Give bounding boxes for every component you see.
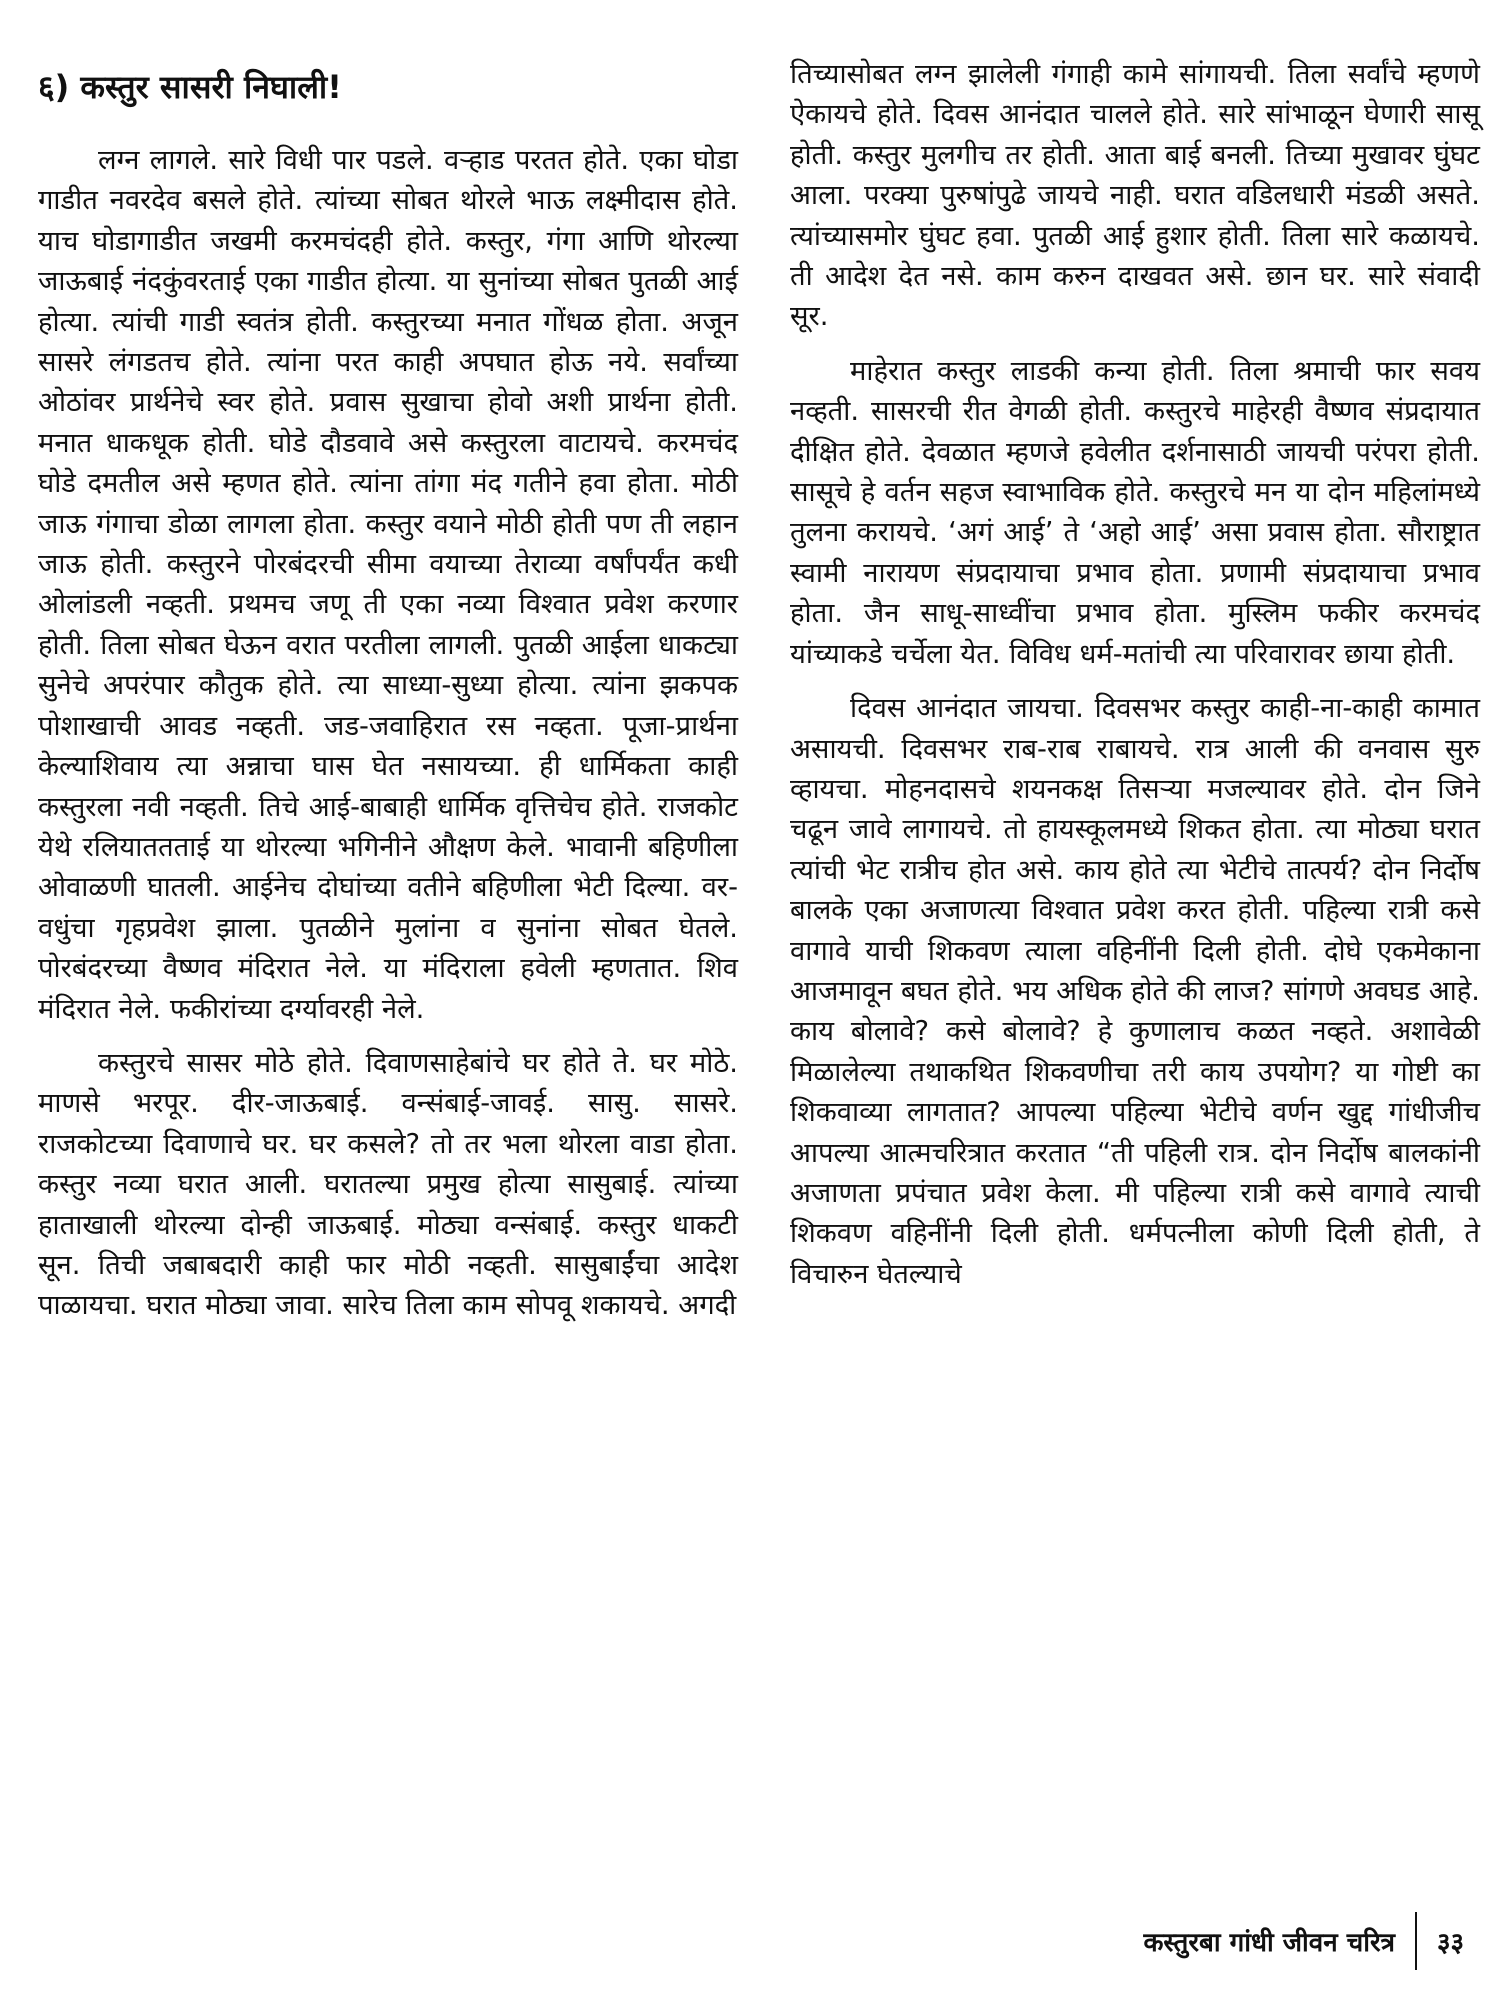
body-paragraph: तिच्यासोबत लग्न झालेली गंगाही कामे सांगायची. तिला सर्वांचे म्हणणे ऐकायचे होते. दिवस आनंदात चालले होते. सारे सांभाळून घेणारी सासू होती. कस्तुर मुलगीच तर होती. आता बाई बनली. तिच्या मुखावर घुंघट आला. परक्या पुरुषांपुढे जायचे नाही. घरात वडिलधारी मंडळी असते. त्यांच्यासमोर घुंघट हवा. पुतळी आई हुशार होती. तिला सारे कळायचे. ती आदेश देत नसे. काम करुन दाखवत असे. छान घर. सारे संवादी सूर. — [790, 59, 1480, 333]
chapter-title: ६) कस्तुर सासरी निघाली! — [38, 68, 342, 106]
body-paragraph: लग्न लागले. सारे विधी पार पडले. वऱ्हाड परतत होते. एका घोडा गाडीत नवरदेव बसले होते. त्यांच्या सोबत थोरले भाऊ लक्ष्मीदास होते. याच घोडागाडीत जखमी करमचंदही होते. कस्तुर, गंगा आणि थोरल्या जाऊबाई नंदकुंवरताई एका गाडीत होत्या. या सुनांच्या सोबत पुतळी आई होत्या. त्यांची गाडी स्वतंत्र होती. कस्तुरच्या मनात गोंधळ होता. अजून सासरे लंगडतच होते. त्यांना परत काही अपघात होऊ नये. सर्वांच्या ओठांवर प्रार्थनेचे स्वर होते. प्रवास सुखाचा होवो अशी प्रार्थना होती. मनात धाकधूक होती. घोडे दौडवावे असे कस्तुरला वाटायचे. करमचंद घोडे दमतील असे म्हणत होते. त्यांना तांगा मंद गतीने हवा होता. मोठी जाऊ गंगाचा डोळा लागला होता. कस्तुर वयाने मोठी होती पण ती लहान जाऊ होती. कस्तुरने पोरबंदरची सीमा वयाच्या तेराव्या वर्षांपर्यंत कधी ओलांडली नव्हती. प्रथमच जणू ती एका नव्या विश्वात प्रवेश करणार होती. तिला सोबत घेऊन वरात परतीला लागली. पुतळी आईला धाकट्या सुनेचे अपरंपार कौतुक होते. त्या साध्या-सुध्या होत्या. त्यांना झकपक पोशाखाची आवड नव्हती. जड-जवाहिरात रस नव्हता. पूजा-प्रार्थना केल्याशिवाय त्या अन्नाचा घास घेत नसायच्या. ही धार्मिकता काही कस्तुरला नवी नव्हती. तिचे आई-बाबाही धार्मिक वृत्तिचेच होते. राजकोट येथे रलियाततताई या थोरल्या भगिनीने औक्षण केले. भावानी बहिणीला ओवाळणी घातली. आईनेच दोघांच्या वतीने बहिणीला भेटी दिल्या. वर-वधुंचा गृहप्रवेश झाला. पुतळीने मुलांना व सुनांना सोबत घेतले. पोरबंदरच्या वैष्णव मंदिरात नेले. या मंदिराला हवेली म्हणतात. शिव मंदिरात नेले. फकीरांच्या दर्ग्यावरही नेले. — [38, 145, 738, 1025]
page-footer — [1143, 1912, 1464, 1970]
right-column — [790, 55, 1480, 1309]
left-column — [38, 55, 738, 1341]
footer-divider — [1415, 1912, 1417, 1970]
book-title: कस्तुरबा गांधी जीवन चरित्र — [1143, 1928, 1395, 1958]
body-paragraph: कस्तुरचे सासर मोठे होते. दिवाणसाहेबांचे घर होते ते. घर मोठे. माणसे भरपूर. दीर-जाऊबाई. वन्संबाई-जावई. सासु. सासरे. राजकोटच्या दिवाणाचे घर. घर कसले? तो तर भला थोरला वाडा होता. कस्तुर नव्या घरात आली. घरातल्या प्रमुख होत्या सासुबाई. त्यांच्या हाताखाली थोरल्या दोन्ही जाऊबाई. मोठ्या वन्संबाई. कस्तुर धाकटी सून. तिची जबाबदारी काही फार मोठी नव्हती. सासुबाईंचा आदेश पाळायचा. घरात मोठ्या जावा. सारेच तिला काम सोपवू शकायचे. अगदी — [38, 1047, 738, 1322]
page-number: ३३ — [1436, 1928, 1464, 1958]
body-paragraph: माहेरात कस्तुर लाडकी कन्या होती. तिला श्रमाची फार सवय नव्हती. सासरची रीत वेगळी होती. कस्तुरचे माहेरही वैष्णव संप्रदायात दीक्षित होते. देवळात म्हणजे हवेलीत दर्शनासाठी जायची परंपरा होती. सासूचे हे वर्तन सहज स्वाभाविक होते. कस्तुरचे मन या दोन महिलांमध्ये तुलना करायचे. ‘अगं आई’ ते ‘अहो आई’ असा प्रवास होता. सौराष्ट्रात स्वामी नारायण संप्रदायाचा प्रभाव होता. प्रणामी संप्रदायाचा प्रभाव होता. जैन साधू-साध्वींचा प्रभाव होता. मुस्लिम फकीर करमचंद यांच्याकडे चर्चेला येत. विविध धर्म-मतांची त्या परिवारावर छाया होती. — [790, 355, 1480, 670]
body-paragraph: दिवस आनंदात जायचा. दिवसभर कस्तुर काही-ना-काही कामात असायची. दिवसभर राब-राब राबायचे. रात्र आली की वनवास सुरु व्हायचा. मोहनदासचे शयनकक्ष तिसऱ्या मजल्यावर होते. दोन जिने चढून जावे लागायचे. तो हायस्कूलमध्ये शिकत होता. त्या मोठ्या घरात त्यांची भेट रात्रीच होत असे. काय होते त्या भेटीचे तात्पर्य? दोन निर्दोष बालके एका अजाणत्या विश्वात प्रवेश करत होती. पहिल्या रात्री कसे वागावे याची शिकवण त्याला वहिनींनी दिली होती. दोघे एकमेकाना आजमावून बघत होते. भय अधिक होते की लाज? सांगणे अवघड आहे. काय बोलावे? कसे बोलावे? हे कुणालाच कळत नव्हते. अशावेळी मिळालेल्या तथाकथित शिकवणीचा तरी काय उपयोग? या गोष्टी का शिकवाव्या लागतात? आपल्या पहिल्या भेटीचे वर्णन खुद्द गांधीजीच आपल्या आत्मचरित्रात करतात “ती पहिली रात्र. दोन निर्दोष बालकांनी अजाणता प्रपंचात प्रवेश केला. मी पहिल्या रात्री कसे वागावे त्याची शिकवण वहिनींनी दिली होती. धर्मपत्नीला कोणी दिली होती, ते विचारुन घेतल्याचे — [790, 693, 1480, 1290]
